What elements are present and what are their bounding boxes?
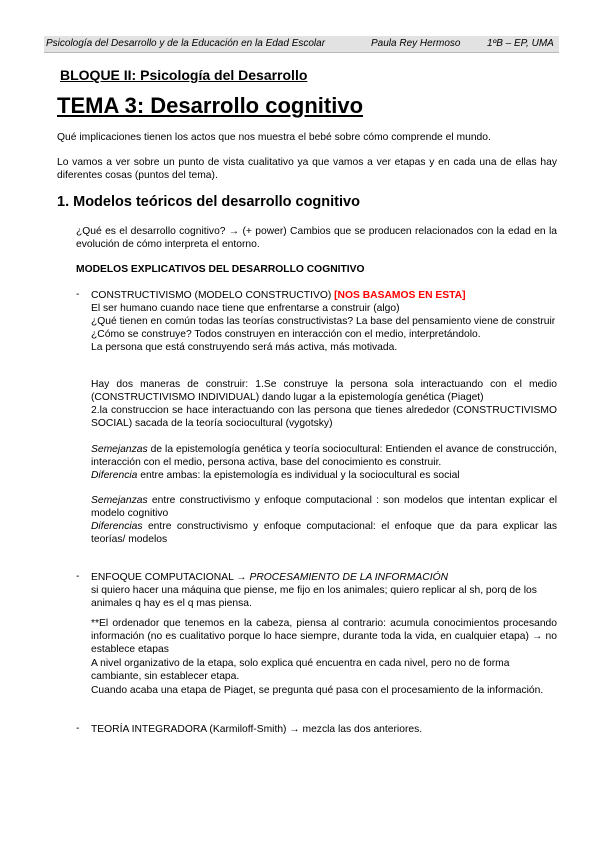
section-heading: 1. Modelos teóricos del desarrollo cognitivo bbox=[57, 194, 360, 210]
diferencia-1-label: Diferencia bbox=[91, 470, 138, 481]
section-subheading: MODELOS EXPLICATIVOS DEL DESARROLLO COGNITIVO bbox=[76, 264, 365, 275]
tema-title: TEMA 3: Desarrollo cognitivo bbox=[57, 93, 364, 118]
maneras-paragraph-2: 2.la construccion se hace interactuando con las persona que tienes alrededor (CONSTRUCTIVISMO SOCIAL) sacada de la teoría sociocultural (vygotsky) bbox=[91, 405, 557, 429]
semejanzas-2-text: entre constructivismo y enfoque computacional : son modelos que intentan explicar el modelo cognitivo bbox=[91, 495, 557, 519]
semejanzas-2-label: Semejanzas bbox=[91, 495, 148, 506]
maneras-paragraph: Hay dos maneras de construir: 1.Se construye la persona sola interactuando con el medio (CONSTRUCTIVISMO INDIVIDUAL) dando lugar a la epistemología genética (Piaget) bbox=[91, 379, 557, 403]
computacional-title: ENFOQUE COMPUTACIONAL → bbox=[91, 572, 250, 583]
diferencias-2-text: entre constructivismo y enfoque computacional: el enfoque que da para explicar las teorías/ modelos bbox=[91, 521, 557, 545]
diferencias-2-label: Diferencias bbox=[91, 521, 143, 532]
bullet-dash: - bbox=[76, 289, 80, 300]
bloque-title: BLOQUE II: Psicología del Desarrollo bbox=[60, 67, 308, 83]
semejanzas-2 bbox=[91, 494, 557, 520]
section-question: ¿Qué es el desarrollo cognitivo? → (+ power) Cambios que se producen relacionados con la edad en la evolución de cómo interpreta el entorno. bbox=[76, 226, 557, 250]
constructivismo-line: El ser humano cuando nace tiene que enfrentarse a construir (algo) bbox=[91, 303, 400, 314]
intro-paragraph-1: Qué implicaciones tienen los actos que nos muestra el bebé sobre cómo comprende el mundo. bbox=[57, 132, 491, 143]
header-group: 1ºB – EP, UMA bbox=[487, 38, 554, 49]
diferencias-2 bbox=[91, 520, 557, 546]
constructivismo-line: ¿Cómo se construye? Todos construyen en interacción con el medio, interpretándolo. bbox=[91, 329, 481, 340]
constructivismo-block bbox=[91, 289, 557, 354]
semejanzas-1 bbox=[91, 443, 557, 469]
computacional-note: **El ordenador que tenemos en la cabeza, piensa al contrario: acumula conocimientos procesando información (no es cualitativo porque lo hace siempre, durante toda la vida, en cualquier etapa) → no establece etapas bbox=[91, 618, 557, 655]
diferencia-1-text: entre ambas: la epistemología es individual y la sociocultural es social bbox=[137, 470, 460, 481]
constructivismo-tag: [NOS BASAMOS EN ESTA] bbox=[334, 290, 466, 301]
computacional-piaget: Cuando acaba una etapa de Piaget, se pregunta qué pasa con el procesamiento de la información. bbox=[91, 685, 544, 696]
computacional-line: si quiero hacer una máquina que piense, me fijo en los animales; quiero replicar al sh, porq de los animales q hay es el q mas piensa. bbox=[91, 585, 537, 609]
computacional-heading bbox=[91, 571, 557, 584]
bullet-dash: - bbox=[76, 723, 80, 734]
semejanzas-1-label: Semejanzas bbox=[91, 444, 148, 455]
constructivismo-title: CONSTRUCTIVISMO (MODELO CONSTRUCTIVO) bbox=[91, 290, 335, 301]
constructivismo-heading bbox=[91, 289, 557, 302]
computacional-title-italic: PROCESAMIENTO DE LA INFORMACIÓN bbox=[249, 572, 449, 583]
computacional-nivel: A nivel organizativo de la etapa, solo explica qué encuentra en cada nivel, pero no de forma cambiante, sin establecer etapa. bbox=[91, 658, 510, 682]
intro-paragraph-2: Lo vamos a ver sobre un punto de vista cualitativo ya que vamos a ver etapas y en cada una de ellas hay diferentes cosas (puntos del tema). bbox=[57, 157, 557, 181]
constructivismo-line: La persona que está construyendo será más activa, más motivada. bbox=[91, 342, 398, 353]
semejanzas-1-text: de la epistemología genética y teoría sociocultural: Entienden el avance de construcción, interacción con el medio, persona activa, base del conocimiento es construir. bbox=[91, 444, 557, 468]
diferencia-1 bbox=[91, 469, 557, 482]
header-course: Psicología del Desarrollo y de la Educación en la Edad Escolar bbox=[46, 38, 326, 49]
page-header bbox=[44, 36, 559, 53]
constructivismo-line: ¿Qué tienen en común todas las teorías constructivistas? La base del pensamiento viene de construir bbox=[91, 316, 556, 327]
header-author: Paula Rey Hermoso bbox=[371, 38, 461, 49]
bullet-dash: - bbox=[76, 571, 80, 582]
integradora-text: TEORÍA INTEGRADORA (Karmiloff-Smith) → mezcla las dos anteriores. bbox=[91, 724, 423, 735]
